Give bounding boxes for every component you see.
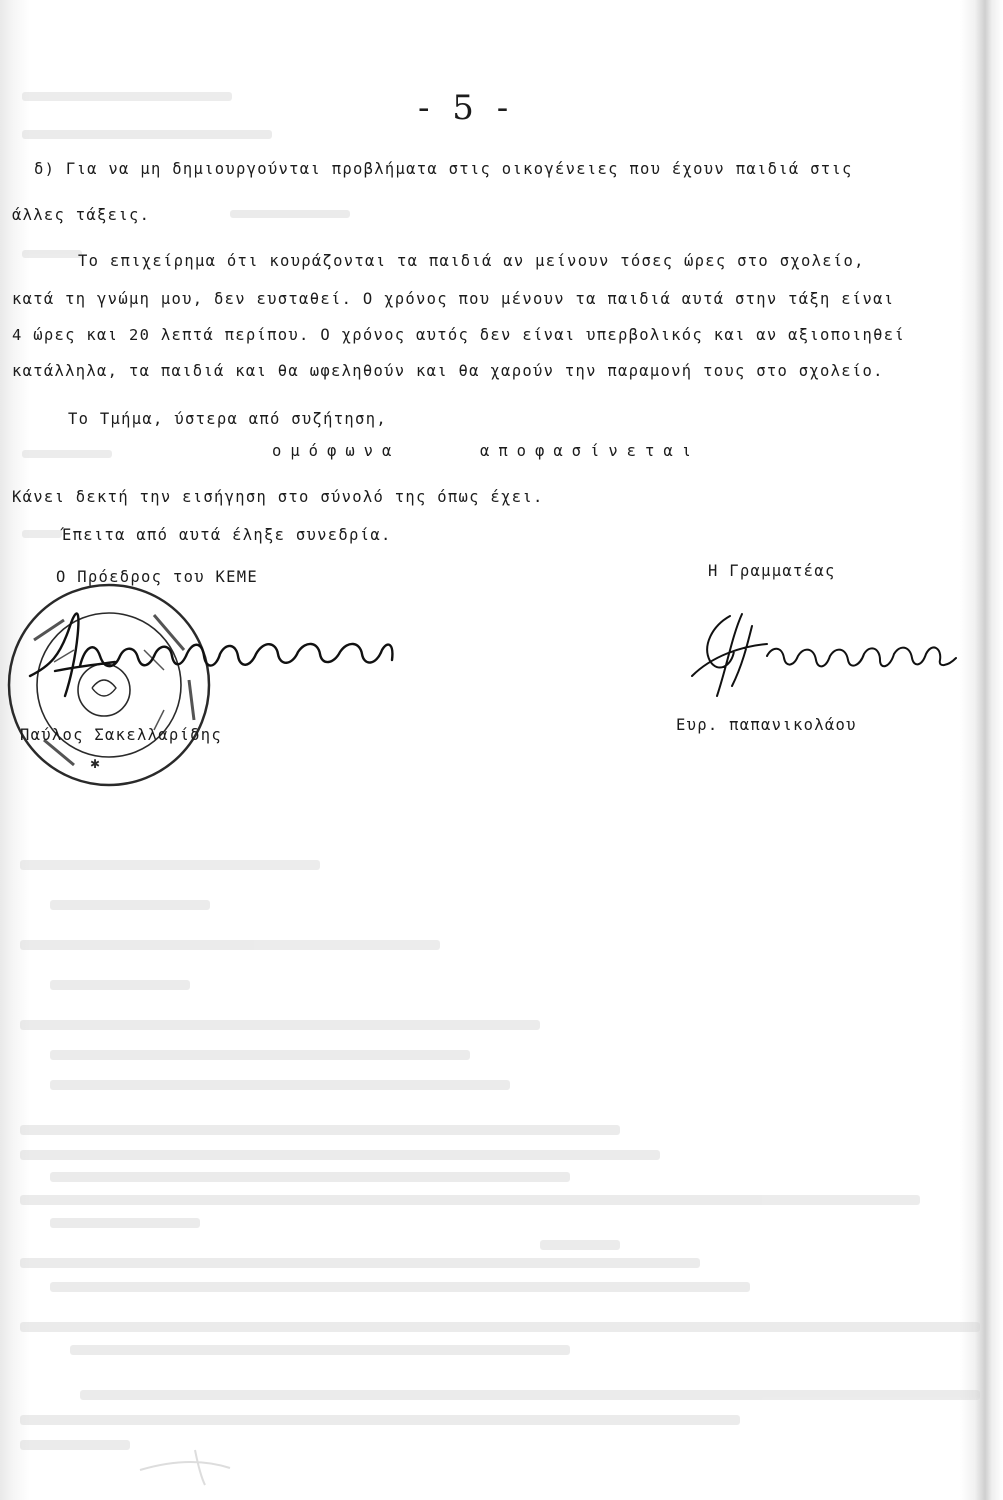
body-line-10: Έπειτα από αυτά έληξε συνεδρία. bbox=[62, 526, 392, 544]
body-line-4: κατά τη γνώμη μου, δεν ευσταθεί. Ο χρόνος που μένουν τα παιδιά αυτά στην τάξη είναι bbox=[12, 290, 895, 308]
body-line-3: Το επιχείρημα ότι κουράζονται τα παιδιά αν μείνουν τόσες ώρες στο σχολείο, bbox=[78, 252, 865, 270]
svg-text:✱: ✱ bbox=[90, 757, 101, 771]
body-line-6: κατάλληλα, τα παιδιά και θα ωφεληθούν και θα χαρούν την παραμονή τους στο σχολείο. bbox=[12, 362, 884, 380]
president-title: Ο Πρόεδρος του ΚΕΜΕ bbox=[56, 568, 259, 586]
body-line-2: άλλες τάξεις. bbox=[12, 206, 151, 224]
president-signature bbox=[20, 596, 410, 706]
page-number: - 5 - bbox=[418, 88, 515, 128]
body-line-7: Το Τμήμα, ύστερα από συζήτηση, bbox=[68, 410, 387, 428]
decision-word-decides: αποφασίνεται bbox=[480, 442, 700, 460]
body-line-1: δ) Για να μη δημιουργούνται προβλήματα στις οικογένειες που έχουν παιδιά στις bbox=[34, 160, 853, 178]
secretary-signature bbox=[672, 606, 962, 706]
body-line-9: Κάνει δεκτή την εισήγηση στο σύνολό της όπως έχει. bbox=[12, 488, 544, 506]
decision-word-unanimous: ομόφωνα bbox=[272, 442, 401, 460]
body-line-5: 4 ώρες και 20 λεπτά περίπου. Ο χρόνος αυτός δεν είναι υπερβολικός και αν αξιοποιηθεί bbox=[12, 326, 906, 344]
secretary-title: Η Γραμματέας bbox=[708, 562, 836, 580]
secretary-name: Ευρ. παπανικολάου bbox=[676, 716, 857, 734]
president-name: Παύλος Σακελλαρίδης bbox=[20, 726, 223, 744]
